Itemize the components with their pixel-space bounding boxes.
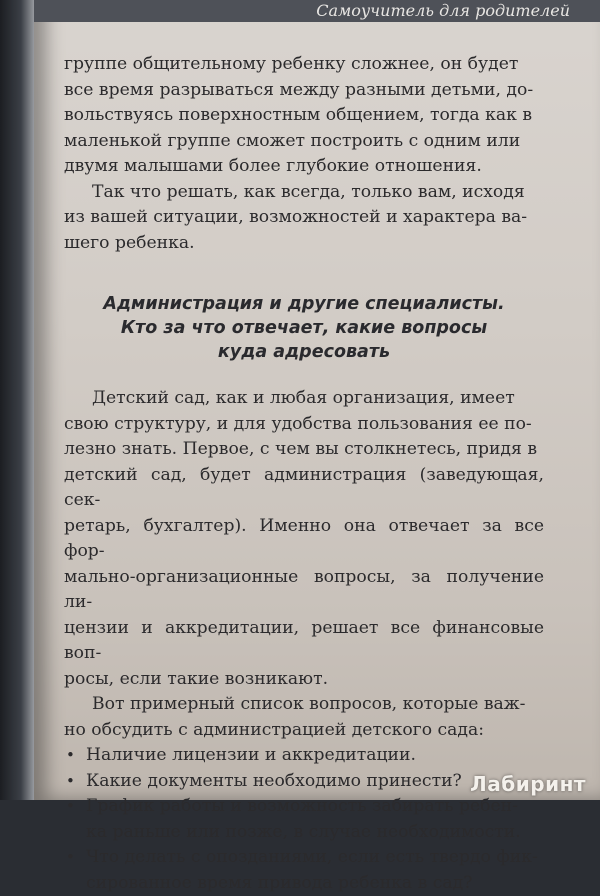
text-line: цензии и аккредитации, решает все финансовые воп- xyxy=(64,616,544,667)
text-line: Какие документы необходимо принести? xyxy=(86,769,544,795)
list-item xyxy=(64,794,544,845)
text-line: маленькой группе сможет построить с одним или xyxy=(64,129,544,155)
bullet-icon: • xyxy=(66,845,75,871)
text-line: лезно знать. Первое, с чем вы столкнетесь, придя в xyxy=(64,437,544,463)
bullet-icon: • xyxy=(66,794,75,820)
text-line: шего ребенка. xyxy=(64,231,544,257)
text-line: двумя малышами более глубокие отношения. xyxy=(64,154,544,180)
paragraph-question-list-intro xyxy=(64,692,544,743)
paragraph-administration xyxy=(64,386,544,692)
text-line: сированное время привода ребенка в сад? xyxy=(86,871,544,896)
list-item xyxy=(64,743,544,769)
text-line: Так что решать, как всегда, только вам, исходя xyxy=(64,180,544,206)
text-line: Вот примерный список вопросов, которые важ- xyxy=(64,692,544,718)
paragraph-decision xyxy=(64,180,544,257)
page-text xyxy=(64,52,544,896)
labirint-watermark-logo: Лабиринт xyxy=(470,772,586,796)
running-header xyxy=(34,0,600,22)
running-header-title: Самоучитель для родителей xyxy=(316,1,570,20)
text-line: мально-организационные вопросы, за получение ли- xyxy=(64,565,544,616)
text-line: но обсудить с администрацией детского сада: xyxy=(64,718,544,744)
text-line: росы, если такие возникают. xyxy=(64,667,544,693)
heading-line: куда адресовать xyxy=(64,340,544,364)
text-line: все время разрываться между разными детьми, до- xyxy=(64,78,544,104)
heading-line: Кто за что отвечает, какие вопросы xyxy=(64,316,544,340)
text-line: Что делать с опозданиями, если есть твердо фик- xyxy=(86,845,544,871)
bullet-icon: • xyxy=(66,769,75,795)
text-line: ретарь, бухгалтер). Именно она отвечает за все фор- xyxy=(64,514,544,565)
text-line: из вашей ситуации, возможностей и характера ва- xyxy=(64,205,544,231)
heading-line: Администрация и другие специалисты. xyxy=(64,292,544,316)
text-line: свою структуру, и для удобства пользования ее по- xyxy=(64,412,544,438)
text-line: группе общительному ребенку сложнее, он будет xyxy=(64,52,544,78)
text-line: ка раньше или позже, в случае необходимости. xyxy=(86,820,544,846)
book-page xyxy=(34,0,600,800)
text-line: Наличие лицензии и аккредитации. xyxy=(86,743,544,769)
text-line: вольствуясь поверхностным общением, тогда как в xyxy=(64,103,544,129)
section-heading xyxy=(64,292,544,364)
bullet-icon: • xyxy=(66,743,75,769)
question-list xyxy=(64,743,544,896)
text-line: детский сад, будет администрация (заведующая, сек- xyxy=(64,463,544,514)
text-line: Детский сад, как и любая организация, имеет xyxy=(64,386,544,412)
book-spine xyxy=(0,0,38,800)
list-item xyxy=(64,845,544,896)
paragraph-intro xyxy=(64,52,544,180)
text-line: График работы и возможность забирать ребен- xyxy=(86,794,544,820)
